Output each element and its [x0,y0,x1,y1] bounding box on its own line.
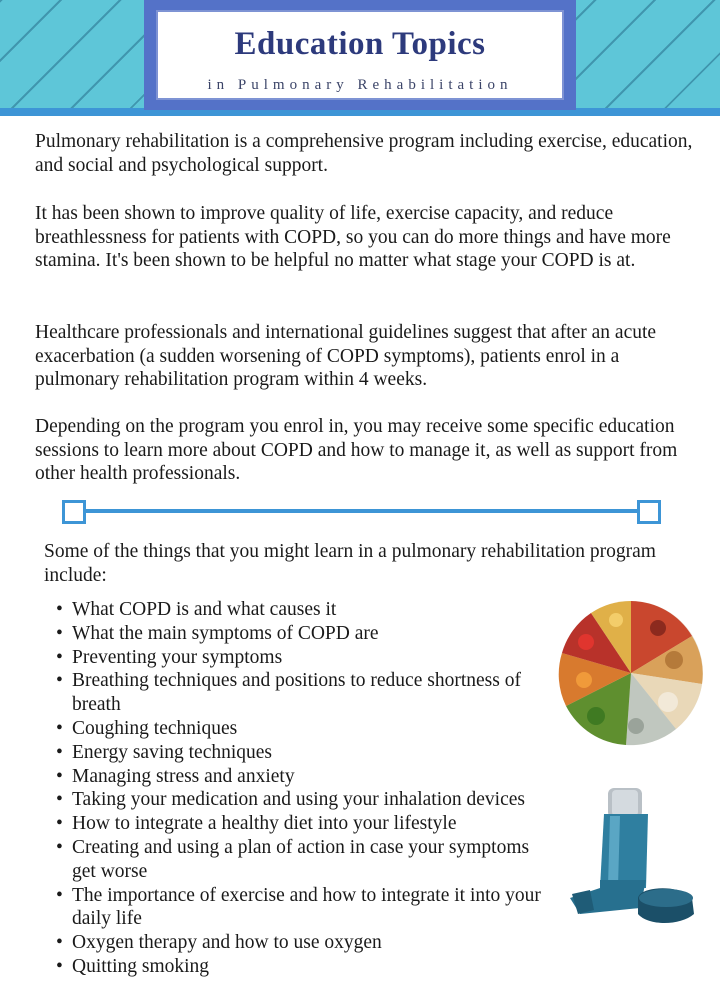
bullet-icon: • [56,622,63,644]
bullet-icon: • [56,932,63,954]
paragraph-benefits: It has been shown to improve quality of life, exercise capacity, and reduce breathlessness for patients with COPD, so you can do more things and have more stamina. It's been shown to be helpful no matter what stage your COPD is at. [35,203,671,271]
inhaler-icon [560,780,710,930]
topic-text: Managing stress and anxiety [72,765,295,787]
bullet-icon: • [56,884,63,906]
bullet-icon: • [56,765,63,787]
topic-item [52,788,552,812]
food-plate-icon [556,598,706,748]
topic-text: Energy saving techniques [72,741,273,763]
topic-text: Quitting smoking [72,955,210,977]
page-title: Education Topics [234,26,486,62]
bullet-icon: • [56,955,63,977]
topic-item [52,931,552,955]
topic-text: Preventing your symptoms [72,646,283,668]
topic-text: Taking your medication and using your inhalation devices [72,789,525,811]
bullet-icon: • [56,717,63,739]
topic-text: Coughing techniques [72,717,238,739]
bullet-icon: • [56,670,63,692]
topic-item [52,765,552,789]
topic-item [52,812,552,836]
topic-text: What the main symptoms of COPD are [72,622,379,644]
paragraph-intro: Pulmonary rehabilitation is a comprehensive program including exercise, education, and social and psychological support. [35,131,693,176]
topic-item [52,646,552,670]
topic-item [52,955,552,979]
topic-text: The importance of exercise and how to integrate it into your daily life [72,884,541,930]
page-subtitle: in Pulmonary Rehabilitation [207,77,513,93]
topic-item [52,717,552,741]
bullet-icon: • [56,599,63,620]
divider-square-right [637,500,661,524]
topic-item [52,669,552,717]
topic-item [52,836,552,884]
topic-item [52,884,552,932]
bullet-icon: • [56,813,63,835]
topic-text: Breathing techniques and positions to reduce shortness of breath [72,670,521,716]
bullet-icon: • [56,741,63,763]
section-divider [74,509,650,513]
divider-square-left [62,500,86,524]
topic-item [52,622,552,646]
bullet-icon: • [56,836,63,858]
topic-text: Creating and using a plan of action in case your symptoms get worse [72,836,530,882]
topic-text: What COPD is and what causes it [72,599,337,620]
topics-intro: Some of the things that you might learn in a pulmonary rehabilitation program include: [44,541,656,586]
topic-item [52,598,552,622]
title-box [156,10,564,100]
topic-item [52,741,552,765]
topics-list [52,598,552,979]
bullet-icon: • [56,789,63,811]
topic-text: Oxygen therapy and how to use oxygen [72,932,382,954]
title-frame [144,0,576,110]
paragraph-programs: Depending on the program you enrol in, you may receive some specific education sessions to learn more about COPD and how to manage it, as well as support from other health professionals. [35,416,678,484]
topic-text: How to integrate a healthy diet into your lifestyle [72,813,457,835]
paragraph-guidelines: Healthcare professionals and international guidelines suggest that after an acute exacerbation (a sudden worsening of COPD symptoms), patients enrol in a pulmonary rehabilitation program within 4 weeks. [35,322,657,390]
bullet-icon: • [56,646,63,668]
